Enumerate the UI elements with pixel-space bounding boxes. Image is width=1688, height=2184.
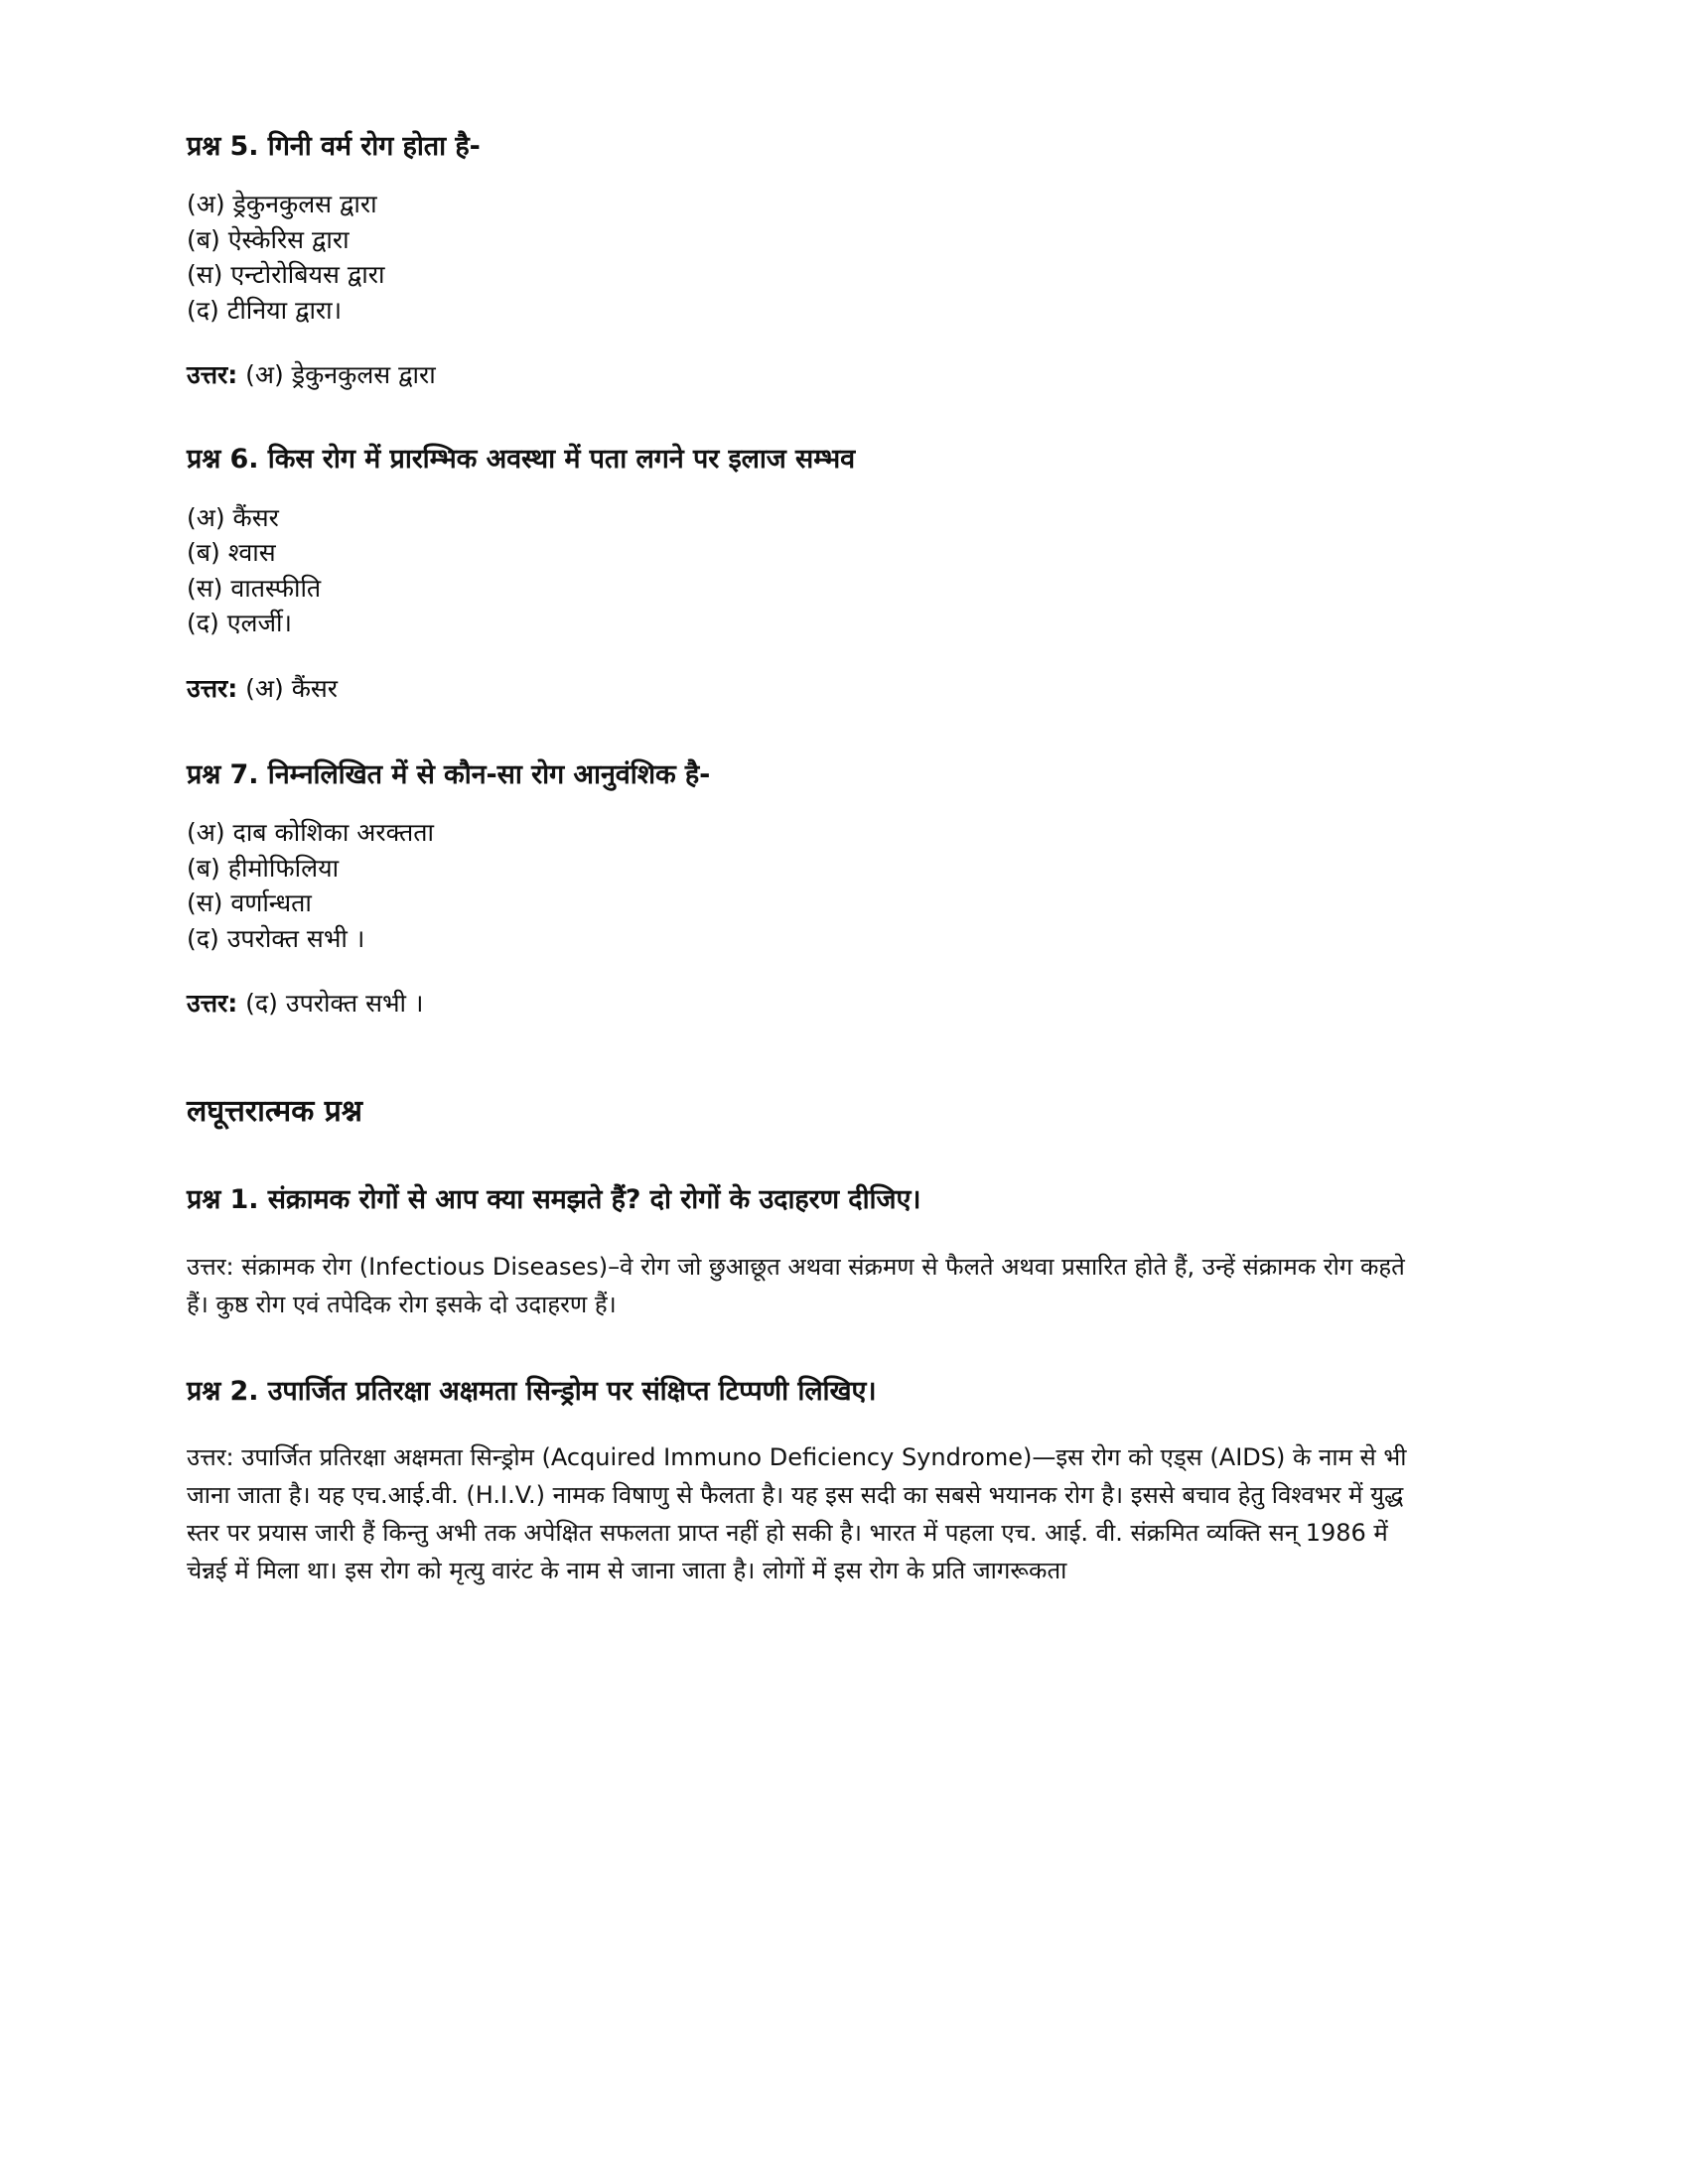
mcq-block-5 — [187, 129, 1418, 392]
option-item[interactable]: (स) वर्णान्धता — [187, 888, 312, 918]
answer-text: (अ) कैंसर — [237, 673, 339, 703]
option-item[interactable]: (स) वातस्फीति — [187, 573, 322, 603]
answer-label: उत्तर: — [187, 989, 238, 1019]
spacer — [187, 1225, 1418, 1249]
option-item[interactable]: (अ) ड्रेकुनकुलस द्वारा — [187, 190, 377, 219]
short-question-block-2 — [187, 1374, 1418, 1590]
document-content — [187, 129, 1418, 1590]
option-list-6 — [187, 500, 1418, 641]
mcq-block-7 — [187, 757, 1418, 1021]
answer-line-5 — [187, 357, 1418, 392]
spacer — [187, 1416, 1418, 1439]
option-item[interactable]: (ब) हीमोफिलिया — [187, 853, 340, 883]
question-heading-6: प्रश्न 6. किस रोग में प्रारम्भिक अवस्था में पता लगने पर इलाज सम्भव — [187, 444, 855, 476]
section-heading-short-answer: लघूत्तरात्मक प्रश्न — [187, 1094, 362, 1130]
short-question-heading-1: प्रश्न 1. संक्रामक रोगों से आप क्या समझते हैं? दो रोगों के उदाहरण दीजिए। — [187, 1184, 921, 1216]
option-item[interactable]: (स) एन्टोरोबियस द्वारा — [187, 260, 385, 290]
answer-text: (द) उपरोक्त सभी । — [237, 989, 424, 1019]
option-list-5 — [187, 187, 1418, 328]
short-answer-paragraph-2: उत्तर: उपार्जित प्रतिरक्षा अक्षमता सिन्ड्रोम (Acquired Immuno Deficiency Syndrome)—इस रोग को एड्स (AIDS) के नाम से भी जाना जाता है। यह एच.आई.वी. (H.I.V.) नामक विषाणु से फैलता है। यह इस सदी का सबसे भयानक रोग है। इससे बचाव हेतु विश्वभर में युद्ध स्तर पर प्रयास जारी हैं किन्तु अभी तक अपेक्षित सफलता प्राप्त नहीं हो सकी है। भारत में पहला एच. आई. वी. संक्रमित व्यक्ति सन् 1986 में चेन्नई में मिला था। इस रोग को मृत्यु वारंट के नाम से जाना जाता है। लोगों में इस रोग के प्रति जागरूकता — [187, 1443, 1407, 1584]
question-heading-7: प्रश्न 7. निम्नलिखित में से कौन-सा रोग आनुवंशिक है- — [187, 758, 711, 790]
answer-text: (अ) ड्रेकुनकुलस द्वारा — [237, 360, 436, 390]
option-item[interactable]: (द) उपरोक्त सभी । — [187, 923, 365, 953]
option-list-7 — [187, 815, 1418, 956]
option-item[interactable]: (द) एलर्जी। — [187, 609, 293, 638]
option-item[interactable]: (द) टीनिया द्वारा। — [187, 295, 343, 325]
short-answer-paragraph-1: उत्तर: संक्रामक रोग (Infectious Diseases)–वे रोग जो छुआछूत अथवा संक्रमण से फैलते अथवा प्रसारित होते हैं, उन्हें संक्रामक रोग कहते हैं। कुष्ठ रोग एवं तपेदिक रोग इसके दो उदाहरण हैं। — [187, 1252, 1405, 1318]
short-question-heading-2: प्रश्न 2. उपार्जित प्रतिरक्षा अक्षमता सिन्ड्रोम पर संक्षिप्त टिप्पणी लिखिए। — [187, 1375, 877, 1407]
short-question-block-1 — [187, 1182, 1418, 1323]
answer-label: उत्तर: — [187, 673, 238, 703]
option-item[interactable]: (अ) दाब कोशिका अरक्तता — [187, 818, 434, 848]
answer-label: उत्तर: — [187, 360, 238, 390]
question-heading-5: प्रश्न 5. गिनी वर्म रोग होता है- — [187, 131, 481, 162]
mcq-block-6 — [187, 442, 1418, 705]
option-item[interactable]: (अ) कैंसर — [187, 502, 279, 532]
option-item[interactable]: (ब) श्वास — [187, 538, 276, 568]
answer-line-7 — [187, 986, 1418, 1021]
answer-line-6 — [187, 671, 1418, 706]
option-item[interactable]: (ब) ऐस्केरिस द्वारा — [187, 224, 350, 254]
